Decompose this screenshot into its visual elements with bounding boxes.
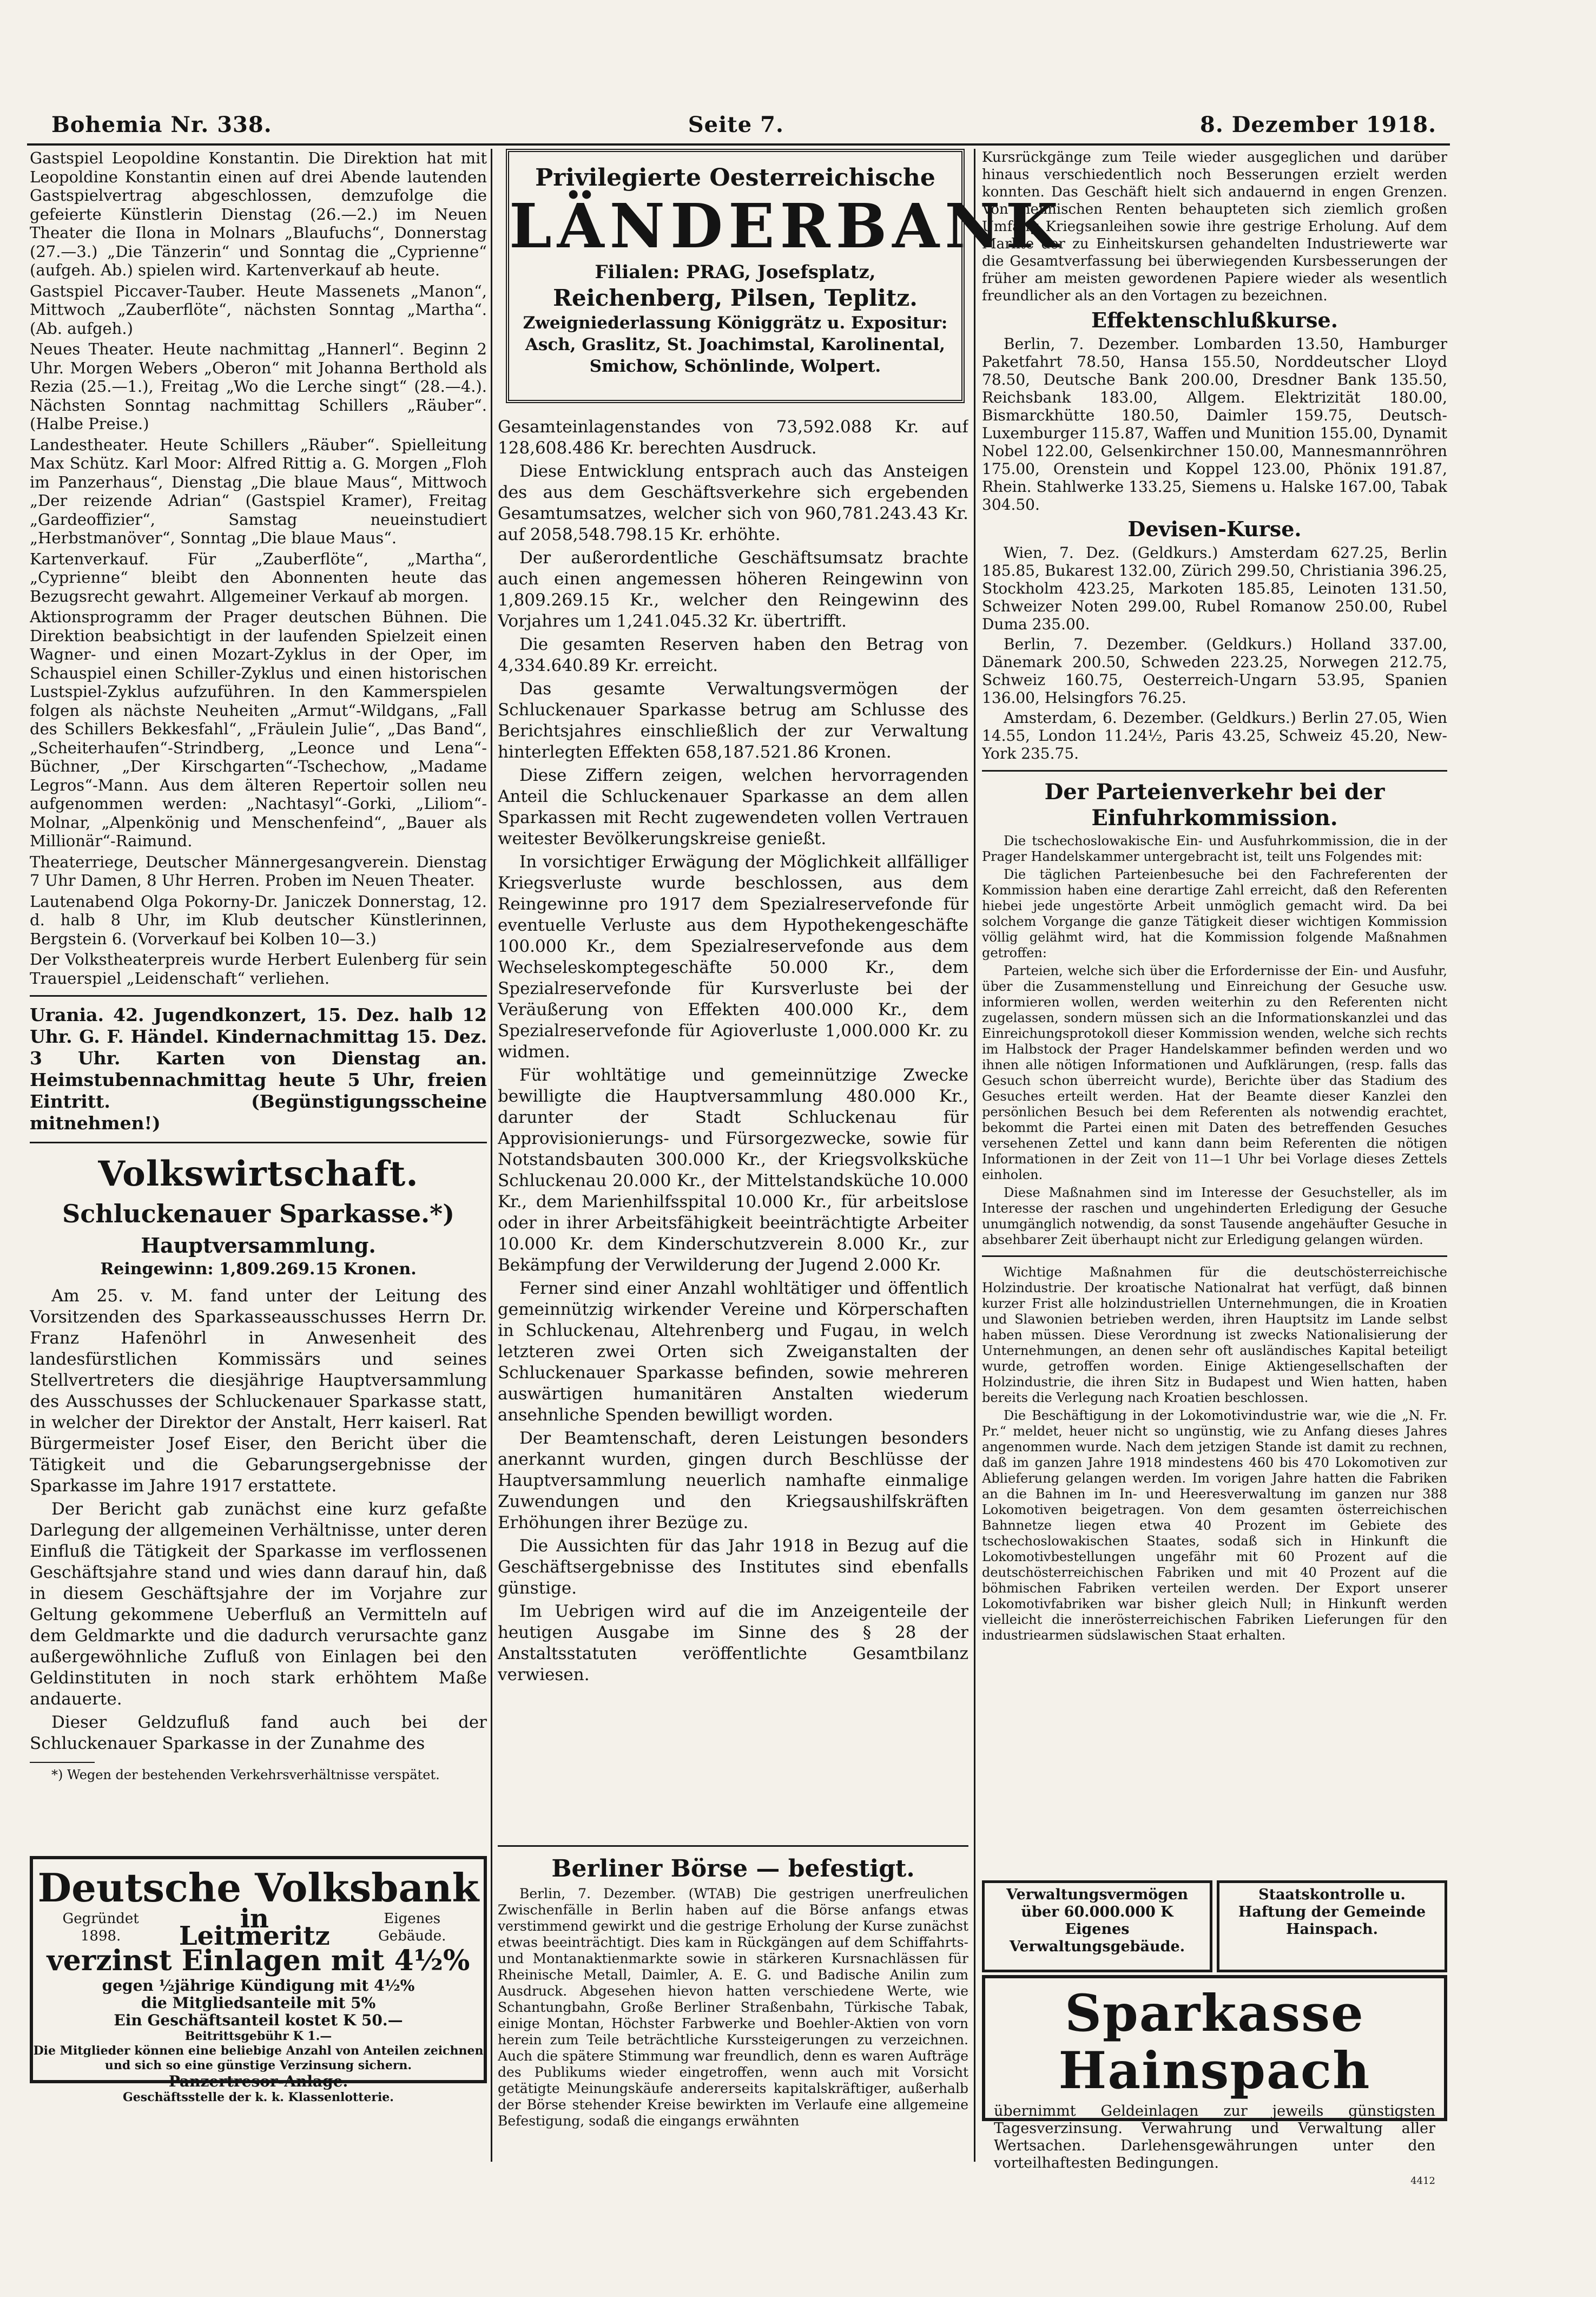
header-date: 8. Dezember 1918.: [1200, 111, 1436, 137]
boerse-continued: Kursrückgänge zum Teile wieder ausgeglichen und darüber hinaus verschiedentlich noch Besserungen erzielt werden konnten. Das Geschäft hielt sich andauernd in engen Grenzen. Von heimischen Renten behaupteten sich ziemlich großen Umfang Kriegsanleihen sowie ihre gestrige Erholung. Auf dem Markte der zu Einheitskursen gehandelten Industriewerte war die Gesamtverfassung bei überwiegenden Kursbesserungen der früher am meisten gewordenen Papiere wieder als wesentlich freundlicher als an den Vortagen zu bezeichnen.: [982, 149, 1447, 304]
laenderbank-branches: Filialen: PRAG, Josefsplatz,: [595, 261, 876, 283]
column-divider-2: [974, 149, 975, 2162]
article-paragraph-2: Der Bericht gab zunächst eine kurz gefaßte Darlegung der allgemeinen Verhältnisse, unter deren Einfluß die Tätigkeit der Sparkasse im verflossenen Geschäftsjahre stand und wies dann darauf hin, daß in diesem Geschäftsjahre der im Vorjahre zur Geltung gekommene Ueberfluß an Vermitteln auf dem Geldmarkte und die dadurch verursachte ganz außergewöhnliche Zufluß von Einlagen bei den Geldinstituten in noch stark erhöhtem Maße andauerte.: [30, 1499, 487, 1709]
header-rule: [27, 143, 1450, 146]
volksbank-notice-terms: gegen ½jährige Kündigung mit 4½%: [102, 1977, 415, 1995]
separator: [30, 1142, 487, 1143]
theater-notice-1: Gastspiel Leopoldine Konstantin. Die Direktion hat mit Leopoldine Konstantin einen auf drei Abende lautenden Gastspielvertrag abgeschlossen, demzufolge die gefeierte Künstlerin Dienstag (26.—2.) im Neuen Theater die Ilona in Molnars „Blaufuchs“, Donnerstag (27.—3.) „Die Tänzerin“ und Sonntag die „Cyprienne“ (aufgeh. Ab.) spielen wird. Kartenverkauf ab heute.: [30, 149, 487, 279]
article-paragraph: Der Beamtenschaft, deren Leistungen besonders anerkannt wurden, gingen durch Beschlüsse der Hauptversammlung neuerlich namhafte einmalige Zuwendungen und den Kriegsaushilfskräften Erhöhungen ihrer Bezüge zu.: [498, 1429, 968, 1532]
theater-notice-7: Theaterriege, Deutscher Männergesangverein. Dienstag 7 Uhr Damen, 8 Uhr Herren. Proben im Neuen Theater.: [30, 852, 487, 890]
footnote: *) Wegen der bestehenden Verkehrsverhältnisse verspätet.: [51, 1767, 440, 1782]
article-paragraph: Für wohltätige und gemeinnützige Zwecke bewilligte die Hauptversammlung 480.000 Kr., darunter der Stadt Schluckenau für Approvisionierungs- und Fürsorgezwecke, sowie für Notstandsbauten 300.000 Kr., der Kriegsvolksküche Schluckenau 20.000 Kr., der Mittelstandsküche 10.000 Kr., dem Marienhilfsspital 10.000 Kr., für arbeitslose oder in ihrer Arbeitsfähigkeit beeinträchtigte Arbeiter 10.000 Kr. dem Kinderschutzverein 8.000 Kr., zur Bekämpfung der Verwilderung der Jugend 2.000 Kr.: [498, 1065, 968, 1275]
separator: [982, 770, 1447, 772]
article-paragraph-3: Dieser Geldzufluß fand auch bei der Schluckenauer Sparkasse in der Zunahme des: [30, 1712, 487, 1753]
partei-title: Der Parteienverkehr bei der Einfuhrkommission.: [1044, 779, 1385, 831]
laenderbank-name: LÄNDERBANK: [509, 191, 1064, 262]
volksbank-interest: verzinst Einlagen mit 4½%: [47, 1944, 470, 1977]
laenderbank-offices-1: Asch, Graslitz, St. Joachimstal, Karolinental,: [525, 335, 946, 354]
volksbank-place-row: [33, 1904, 484, 1951]
devisen-berlin: Berlin, 7. Dezember. (Geldkurs.) Holland 337.00, Dänemark 200.50, Schweden 223.25, Norwegen 212.75, Schweiz 160.75, Oesterreich-Ungarn 53.95, Spanien 136.00, Helsingfors 76.25.: [982, 635, 1447, 707]
effekten-title: Effektenschlußkurse.: [1091, 308, 1338, 332]
partei-paragraph: Die täglichen Parteienbesuche bei den Fachreferenten der Kommission haben eine derartige Zahl erreicht, daß den Referenten hiebei jede ungestörte Arbeit unmöglich gemacht wird. Da bei solchem Vorgange die ganze Tätigkeit dieser wichtigen Kommission völlig gelähmt wird, hat die Kommission folgende Maßnahmen getroffen:: [982, 867, 1447, 960]
article-paragraph: In vorsichtiger Erwägung der Möglichkeit allfälliger Kriegsverluste wurde beschlossen, aus dem Reingewinne pro 1917 dem Spezialreservefonde für eventuelle Verluste aus dem Hypothekengeschäfte 100.000 Kr., dem Spezialreservefonde aus dem Wechseleskomptegeschäfte 50.000 Kr., dem Spezialreservefonde für Kursverluste bei der Veräußerung von Effekten 400.000 Kr., dem Spezialreservefonde für Agioverluste 1,000.000 Kr. zu widmen.: [498, 852, 968, 1062]
laenderbank-advertisement: [506, 149, 1064, 403]
article-paragraph: Diese Ziffern zeigen, welchen hervorragenden Anteil die Schluckenauer Sparkasse an dem allen Sparkassen mit Recht zugewendeten vollen Vertrauen weitester Bevölkerungskreise genießt.: [498, 766, 968, 848]
hainspach-title: Sparkasse Hainspach: [1058, 1984, 1371, 2101]
article-paragraph: Der außerordentliche Geschäftsumsatz brachte auch einen angemessen höheren Reingewinn von 1,809.269.15 Kr., welcher den Reingewinn des Vorjahres um 1,241.045.32 Kr. übertrifft.: [498, 548, 968, 631]
boerse-title: Berliner Börse — befestigt.: [551, 1855, 915, 1883]
volksbank-title: Deutsche Volksbank: [37, 1865, 479, 1911]
column-3: [982, 149, 1447, 1872]
volksbank-lottery: Geschäftsstelle der k. k. Klassenlotterie.: [123, 2090, 394, 2104]
volksbank-place: in Leitmeritz: [179, 1904, 330, 1951]
theater-notice-6: Aktionsprogramm der Prager deutschen Bühnen. Die Direktion beabsichtigt in der laufenden Spielzeit einen Wagner- und einen Mozart-Zyklus in der Oper, im Schauspiel einen Schiller-Zyklus und einen historischen Lustspiel-Zyklus aufzuführen. In den Kammerspielen folgen als nächste Neuheiten „Armut“-Wildgans, „Fall des Schillers Bekkesfahl“, „Fräulein Julie“, „Das Band“, „Scheiterhaufen“-Strindberg, „Leonce und Lena“-Büchner, „Der Kirschgarten“-Tschechow, „Madame Legros“-Mann. Aus dem älteren Repertoir sollen neu aufgenommen werden: „Nachtasyl“-Gorki, „Liliom“-Molnar, „Alpenkönig und Menschenfeind“, „Bauer als Millionär“-Raimund.: [30, 608, 487, 850]
partei-paragraph: Parteien, welche sich über die Erfordernisse der Ein- und Ausfuhr, über die Zusammenstellung und Einreichung der Gesuche usw. informieren wollen, werden weiterhin zu den Referenten nicht zugelassen, sondern müssen sich an die Informationskanzlei und das Einreichungsprotokoll dieser Kommission wenden, welche sich rechts im Halbstock der Prager Handelskammer befinden werden und wo ihnen alle nötigen Informationen und Aufklärungen, (resp. falls das Gesuch schon überreicht wurde), Berichte über das Stadium des Gesuches erteilt werden. Hat der Beamte dieser Kanzlei den persönlichen Besuch bei dem Referenten als notwendig erachtet, bekommt die Partei einen mit Daten des betreffenden Gesuches versehenen Zettel und kann dann beim Referenten die nötigen Informationen in der Zeit von 11—1 Uhr bei Vorlage dieses Zettels einholen.: [982, 963, 1447, 1182]
devisen-amsterdam: Amsterdam, 6. Dezember. (Geldkurs.) Berlin 27.05, Wien 14.55, London 11.24½, Paris 43.25, Schweiz 45.20, New-York 235.75.: [982, 709, 1447, 762]
boerse-report: Berlin, 7. Dezember. (WTAB) Die gestrigen unerfreulichen Zwischenfälle in Berlin haben auf die Börse anfangs etwas verstimmend gewirkt und die gestrige Erholung der Kurse zunächst etwas beeinträchtigt. Dies kam in Rückgängen auf dem Schiffahrts- und Montanaktienmarkte sowie in stärkeren Kursnachlässen für Rheinische Metall, Daimler, A. E. G. und Badische Anilin zum Ausdruck. Abgesehen hievon hatten verschiedene Werte, wie Schantungbahn, Große Berliner Straßenbahn, Türkische Tabak, einige Montan, Höchster Farbwerke und Boehler-Aktien von vorn herein zum Teile beträchtliche Kurssteigerungen zu verzeichnen. Auch die spätere Stimmung war freundlich, denn es waren Aufträge des Publikums wieder eingetroffen, wenn auch mit Vorsicht getätigte Meinungskäufe andererseits kapitalskräftiger, außerhalb der Börse stehender Kreise bewirkten im Verlaufe eine allgemeine Befestigung, sodaß die eingangs erwähnten: [498, 1886, 968, 2129]
boerse-section: [498, 1845, 968, 2162]
partei-paragraph: Diese Maßnahmen sind im Interesse der Gesuchsteller, als im Interesse der raschen und ungehinderten Erledigung der Gesuche unumgänglich notwendig, da sonst Tausende angehäufter Gesuche in absehbarer Zeit überhaupt nicht zur Erledigung gelangen würden.: [982, 1185, 1447, 1247]
laenderbank-privileged: Privilegierte Oesterreichische: [535, 164, 935, 192]
volksbank-member-shares: die Mitgliedsanteile mit 5%: [141, 1994, 376, 2012]
article-paragraph-1: Am 25. v. M. fand unter der Leitung des Vorsitzenden des Sparkasseausschusses Herrn Dr. Franz Hafenöhrl in Anwesenheit des landesfürstlichen Kommissärs und seines Stellvertreters die diesjährige Hauptversammlung des Ausschusses der Schluckenauer Sparkasse statt, in welcher der Direktor der Anstalt, Herr kaiserl. Rat Bürgermeister Josef Eiser, den Bericht über die Tätigkeit und die Gebarungsergebnisse der Sparkasse im Jahre 1917 erstattete.: [30, 1286, 487, 1496]
hainspach-assets: Verwaltungsvermögen über 60.000.000 K Eigenes Verwaltungsgebäude.: [982, 1880, 1212, 1972]
column-1: [30, 149, 487, 2140]
hainspach-guarantee: Staatskontrolle u. Haftung der Gemeinde Hainspach.: [1217, 1880, 1447, 1972]
volksbank-fee: Beitrittsgebühr K 1.—: [184, 2029, 332, 2043]
hainspach-description: übernimmt Geldeinlagen zur jeweils günstigsten Tagesverzinsung. Verwahrung und Verwaltung aller Wertsachen. Darlehensgewährungen unter den vorteilhaftesten Bedingungen.: [994, 2103, 1435, 2171]
header-issue: Bohemia Nr. 338.: [51, 111, 272, 137]
laenderbank-offices-2: Smichow, Schönlinde, Wolpert.: [589, 357, 881, 376]
article-paragraph: Im Uebrigen wird auf die im Anzeigenteile der heutigen Ausgabe im Sinne des § 28 der Anstaltsstatuten veröffentlichte Gesamtbilanz verwiesen.: [498, 1602, 968, 1684]
article-net-profit: Reingewinn: 1,809.269.15 Kronen.: [100, 1260, 417, 1279]
theater-notice-2: Gastspiel Piccaver-Tauber. Heute Massenets „Manon“, Mittwoch „Zauberflöte“, nächsten Sonntag „Martha“. (Ab. aufgeh.): [30, 281, 487, 338]
hainspach-ad-code: 4412: [1410, 2175, 1435, 2187]
laenderbank-cities: Reichenberg, Pilsen, Teplitz.: [553, 285, 918, 311]
laenderbank-subsidiary: Zweigniederlassung Königgrätz u. Expositur:: [523, 313, 948, 333]
holzindustrie-notice: Wichtige Maßnahmen für die deutschösterreichische Holzindustrie. Der kroatische Nationalrat hat verfügt, daß binnen kurzer Frist alle holzindustriellen Unternehmungen, die in Kroatien und Slawonien betrieben werden, ihren Hauptsitz im Lande selbst haben müssen. Diese Verordnung ist zwecks Nationalisierung der Unternehmungen, an denen sehr oft ausländisches Kapital beteiligt wurde, getroffen worden. Einige Aktiengesellschaften der Holzindustrie, die ihren Sitz in Budapest und Wien hatten, haben bereits die Verlegung nach Kroatien beschlossen.: [982, 1265, 1447, 1405]
page-header: [51, 106, 1436, 143]
theater-notice-9: Der Volkstheaterpreis wurde Herbert Eulenberg für sein Trauerspiel „Leidenschaft“ verliehen.: [30, 950, 487, 988]
article-paragraph: Die gesamten Reserven haben den Betrag von 4,334.640.89 Kr. erreicht.: [498, 635, 968, 675]
article-subtitle: Hauptversammlung.: [141, 1233, 376, 1258]
theater-notice-4: Landestheater. Heute Schillers „Räuber“. Spielleitung Max Schütz. Karl Moor: Alfred Rittig a. G. Morgen „Floh im Panzerhaus“, Dienstag „Die blaue Maus“, Mittwoch „Der reizende Adrian“ (Gastspiel Kramer), Freitag „Gardeoffizier“, Samstag neueinstudiert „Herbstmanöver“, Sonntag „Die blaue Maus“.: [30, 435, 487, 547]
theater-notice-8: Lautenabend Olga Pokorny-Dr. Janiczek Donnerstag, 12. d. halb 8 Uhr, im Klub deutscher Künstlerinnen, Bergstein 6. (Vorverkauf bei Kolben 10—3.): [30, 892, 487, 948]
article-paragraph: Ferner sind einer Anzahl wohltätiger und öffentlich gemeinnützig wirkender Vereine und Körperschaften in Schluckenau, Altehrenberg und Fugau, in welch letzteren zwei Orten sich Zweiganstalten der Schluckenauer Sparkasse befinden, sowie mehreren auswärtigen humanitären Anstalten wiederum ansehnliche Spenden bewilligt worden.: [498, 1279, 968, 1425]
effekten-prices: Berlin, 7. Dezember. Lombarden 13.50, Hamburger Paketfahrt 78.50, Hansa 155.50, Norddeutscher Lloyd 78.50, Deutsche Bank 200.00, Dresdner Bank 135.50, Reichsbank 183.00, Allgem. Elektrizität 180.00, Bismarckhütte 180.50, Daimler 159.75, Deutsch-Luxemburger 115.87, Waffen und Munition 155.00, Dynamit Nobel 122.00, Gelsenkirchner 150.00, Mannesmannröhren 175.00, Orenstein und Koppel 123.00, Phönix 191.87, Rhein. Stahlwerke 133.25, Siemens u. Halske 167.00, Tabak 304.50.: [982, 335, 1447, 514]
volksbank-members-note: Die Mitglieder können eine beliebige Anzahl von Anteilen zeichnen und sich so eine günstige Verzinsung sichern.: [33, 2044, 484, 2072]
article-paragraph: Gesamteinlagenstandes von 73,592.088 Kr. auf 128,608.486 Kr. berechten Ausdruck.: [498, 417, 968, 458]
urania-notice: Urania. 42. Jugendkonzert, 15. Dez. halb 12 Uhr. G. F. Händel. Kindernachmittag 15. Dez. 3 Uhr. Karten von Dienstag an. Heimstubennachmittag heute 5 Uhr, freien Eintritt. (Begünstigungsscheine mitnehmen!): [30, 1004, 487, 1134]
column-2: [498, 417, 968, 1845]
theater-notice-3: Neues Theater. Heute nachmittag „Hannerl“. Beginn 2 Uhr. Morgen Webers „Oberon“ mit Johanna Berthold als Rezia (25.—1.), Freitag „Wo die Lerche singt“ (28.—4.). Nächsten Sonntag nachmittag Schillers „Räuber“. (Halbe Preise.): [30, 340, 487, 433]
devisen-vienna: Wien, 7. Dez. (Geldkurs.) Amsterdam 627.25, Berlin 185.85, Bukarest 132.00, Zürich 299.50, Christiania 396.25, Stockholm 423.25, Markoten 185.85, Leinoten 131.50, Schweizer Noten 299.00, Rubel Romanow 250.00, Rubel Duma 235.00.: [982, 544, 1447, 633]
article-title: Schluckenauer Sparkasse.*): [62, 1199, 454, 1228]
header-page-number: Seite 7.: [688, 111, 784, 137]
article-paragraph: Das gesamte Verwaltungsvermögen der Schluckenauer Sparkasse betrug am Schlusse des Berichtsjahres einschließlich der zur Verwaltung hinterlegten Effekten 658,187.521.86 Kronen.: [498, 679, 968, 762]
separator: [30, 995, 487, 997]
volksbank-building: Eigenes Gebäude.: [378, 1911, 446, 1944]
separator: [498, 1845, 968, 1847]
devisen-title: Devisen-Kurse.: [1127, 517, 1302, 541]
footnote-rule: [30, 1762, 95, 1763]
volksbank-founded: Gegründet 1898.: [62, 1911, 139, 1944]
volksbank-vault: Panzertresor-Anlage.: [168, 2072, 348, 2090]
column-divider-1: [491, 149, 492, 2162]
lokomotiv-notice: Die Beschäftigung in der Lokomotivindustrie war, wie die „N. Fr. Pr.“ meldet, heuer nicht so ungünstig, wie zu Anfang dieses Jahres angenommen wurde. Nach dem jetzigen Stande ist damit zu rechnen, daß im ganzen Jahre 1918 mindestens 460 bis 470 Lokomotiven zur Ablieferung gelangen werden. Im vorigen Jahre hatten die Fabriken an die Bahnen im In- und Heeresverwaltung im ganzen nur 388 Lokomotiven beigetragen. Von dem gesamten österreichischen Bahnnetze liegen etwa 40 Prozent im Gebiete des tschechoslowakischen Staates, sodaß sich in Hinkunft die Lokomotivbestellungen ungefähr mit 60 Prozent auf die deutschösterreichischen Fabriken und mit 40 Prozent auf die böhmischen Fabriken verteilen werden. Der Export unserer Lokomotivfabriken war bisher gleich Null; in Hinkunft werden vielleicht die innerösterreichischen Fabriken Lieferungen für den industriearmen südslawischen Staat erhalten.: [982, 1408, 1447, 1643]
theater-notice-5: Kartenverkauf. Für „Zauberflöte“, „Martha“, „Cyprienne“ bleibt den Abonnenten heute das Bezugsrecht gewahrt. Allgemeiner Verkauf ab morgen.: [30, 549, 487, 605]
hainspach-advertisement: [982, 1975, 1447, 2187]
separator: [982, 1255, 1447, 1257]
partei-paragraph: Die tschechoslowakische Ein- und Ausfuhrkommission, die in der Prager Handelskammer untergebracht ist, teilt uns Folgendes mit:: [982, 833, 1447, 864]
article-paragraph: Die Aussichten für das Jahr 1918 in Bezug auf die Geschäftsergebnisse des Institutes sind ebenfalls günstige.: [498, 1536, 968, 1598]
volksbank-share-price: Ein Geschäftsanteil kostet K 50.—: [114, 2011, 403, 2029]
section-title: Volkswirtschaft.: [98, 1154, 419, 1194]
article-paragraph: Diese Entwicklung entsprach auch das Ansteigen des aus dem Geschäftsverkehre sich ergebenden Gesamtumsatzes, welcher sich von 960,781.243.43 Kr. auf 2058,548.798.15 Kr. erhöhte.: [498, 462, 968, 544]
hainspach-info-row: [982, 1880, 1447, 1972]
volksbank-advertisement: [30, 1856, 487, 2104]
